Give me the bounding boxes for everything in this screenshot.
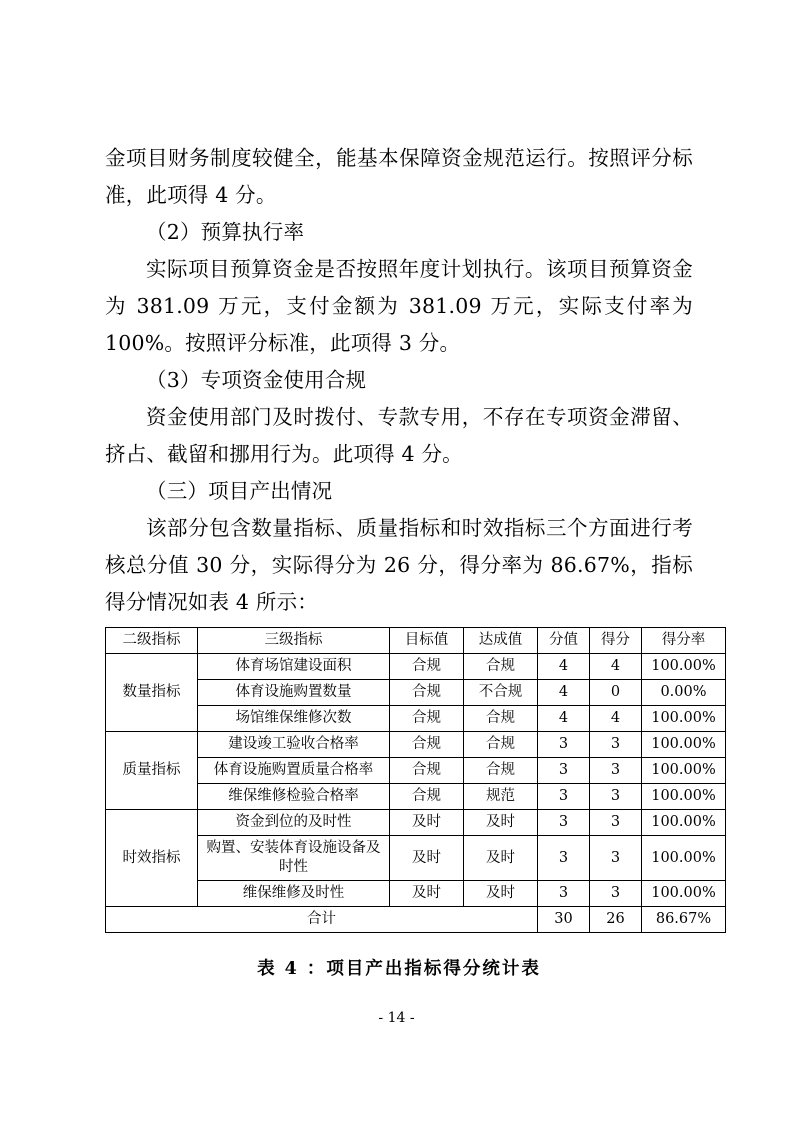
total-score-rate: 86.67%: [642, 907, 726, 933]
actual-value: 合规: [464, 654, 538, 680]
header-cell-1: 三级指标: [198, 628, 390, 654]
score-rate: 100.00%: [642, 784, 726, 810]
total-score-got: 26: [590, 907, 642, 933]
header-cell-3: 达成值: [464, 628, 538, 654]
score-got: 3: [590, 732, 642, 758]
score-total: 4: [538, 680, 590, 706]
target-value: 合规: [390, 706, 464, 732]
target-value: 及时: [390, 836, 464, 881]
actual-value: 及时: [464, 836, 538, 881]
score-rate: 100.00%: [642, 836, 726, 881]
actual-value: 不合规: [464, 680, 538, 706]
indicator-name: 资金到位的及时性: [198, 810, 390, 836]
table-header: [106, 628, 726, 654]
paragraph-7: 该部分包含数量指标、质量指标和时效指标三个方面进行考核总分值 30 分，实际得分为 26 分，得分率为 86.67%，指标得分情况如表 4 所示：: [105, 516, 693, 614]
table-row: [106, 732, 726, 758]
table-header-row: [106, 628, 726, 654]
actual-value: 合规: [464, 732, 538, 758]
score-got: 3: [590, 836, 642, 881]
paragraph-1: 金项目财务制度较健全，能基本保障资金规范运行。按照评分标准，此项得 4 分。: [105, 146, 693, 207]
table-row: [106, 680, 726, 706]
header-cell-2: 目标值: [390, 628, 464, 654]
actual-value: 规范: [464, 784, 538, 810]
indicator-name: 维保维修及时性: [198, 881, 390, 907]
table-row: [106, 706, 726, 732]
indicator-name: 购置、安装体育设施设备及时性: [198, 836, 390, 881]
score-total: 3: [538, 810, 590, 836]
table-row: [106, 836, 726, 881]
table-caption: 表 4 ：项目产出指标得分统计表: [257, 959, 541, 979]
actual-value: 合规: [464, 758, 538, 784]
score-rate: 100.00%: [642, 758, 726, 784]
document-body: [105, 140, 716, 980]
actual-value: 及时: [464, 810, 538, 836]
table-body: [106, 654, 726, 933]
score-total: 4: [538, 654, 590, 680]
indicator-name: 体育场馆建设面积: [198, 654, 390, 680]
header-cell-5: 得分: [590, 628, 642, 654]
target-value: 及时: [390, 810, 464, 836]
paragraph-2: （2）预算执行率: [146, 220, 305, 244]
score-got: 4: [590, 706, 642, 732]
score-rate: 0.00%: [642, 680, 726, 706]
score-rate: 100.00%: [642, 881, 726, 907]
output-indicator-table: [105, 627, 726, 933]
score-rate: 100.00%: [642, 810, 726, 836]
header-cell-6: 得分率: [642, 628, 726, 654]
table-row: [106, 784, 726, 810]
group-label-quality: 质量指标: [106, 732, 198, 810]
indicator-name: 建设竣工验收合格率: [198, 732, 390, 758]
target-value: 合规: [390, 654, 464, 680]
table-row: [106, 881, 726, 907]
target-value: 合规: [390, 784, 464, 810]
actual-value: 及时: [464, 881, 538, 907]
table-total-row: [106, 907, 726, 933]
score-rate: 100.00%: [642, 732, 726, 758]
total-label: 合计: [106, 907, 538, 933]
score-total: 3: [538, 881, 590, 907]
group-label-quantity: 数量指标: [106, 654, 198, 732]
score-total: 4: [538, 706, 590, 732]
score-got: 3: [590, 784, 642, 810]
actual-value: 合规: [464, 706, 538, 732]
indicator-name: 体育设施购置数量: [198, 680, 390, 706]
paragraph-6: （三）项目产出情况: [146, 479, 333, 503]
paragraph-5: 资金使用部门及时拨付、专款专用，不存在专项资金滞留、挤占、截留和挪用行为。此项得 4 分。: [105, 405, 693, 466]
score-got: 0: [590, 680, 642, 706]
header-cell-4: 分值: [538, 628, 590, 654]
header-cell-0: 二级指标: [106, 628, 198, 654]
indicator-name: 场馆维保维修次数: [198, 706, 390, 732]
table-row: [106, 810, 726, 836]
indicator-name: 体育设施购置质量合格率: [198, 758, 390, 784]
page-number: - 14 -: [378, 1010, 415, 1026]
indicator-name: 维保维修检验合格率: [198, 784, 390, 810]
score-total: 3: [538, 732, 590, 758]
table-row: [106, 654, 726, 680]
target-value: 合规: [390, 758, 464, 784]
score-total: 3: [538, 758, 590, 784]
table-row: [106, 758, 726, 784]
target-value: 合规: [390, 732, 464, 758]
score-got: 3: [590, 810, 642, 836]
paragraph-4: （3）专项资金使用合规: [146, 368, 367, 392]
score-got: 3: [590, 881, 642, 907]
target-value: 及时: [390, 881, 464, 907]
score-rate: 100.00%: [642, 706, 726, 732]
group-label-timeliness: 时效指标: [106, 810, 198, 907]
score-total: 3: [538, 784, 590, 810]
paragraph-3: 实际项目预算资金是否按照年度计划执行。该项目预算资金为 381.09 万元，支付金额为 381.09 万元，实际支付率为 100%。按照评分标准，此项得 3 分。: [105, 257, 693, 355]
score-got: 4: [590, 654, 642, 680]
score-total: 3: [538, 836, 590, 881]
total-score-total: 30: [538, 907, 590, 933]
score-rate: 100.00%: [642, 654, 726, 680]
target-value: 合规: [390, 680, 464, 706]
score-got: 3: [590, 758, 642, 784]
